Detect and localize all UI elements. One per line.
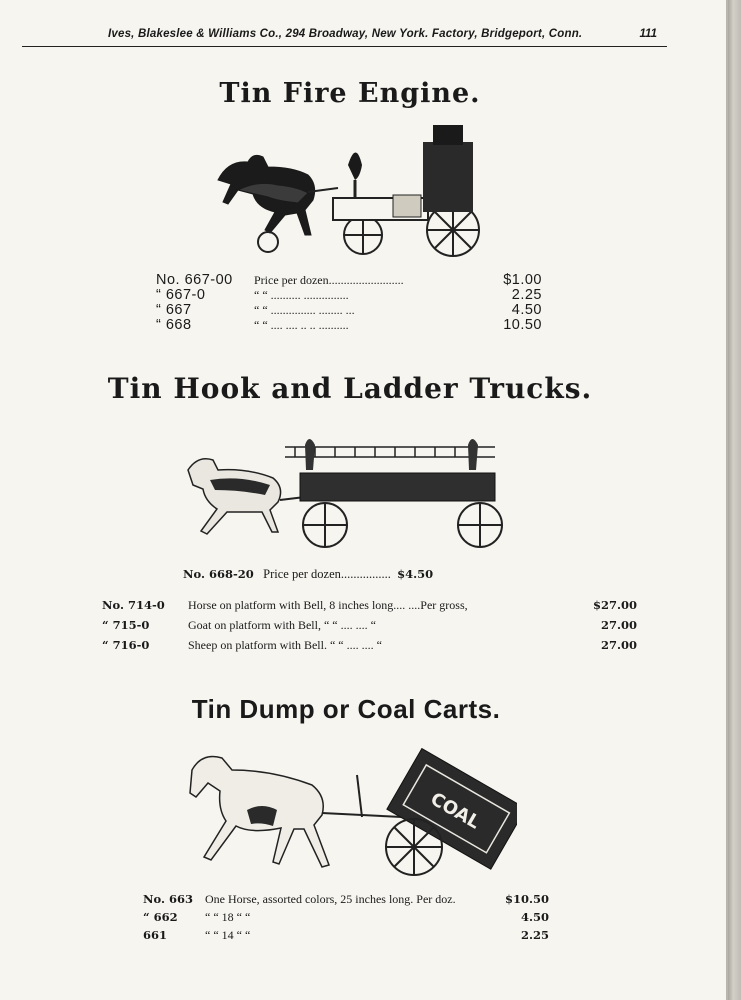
item-number: No. 663 — [143, 892, 193, 906]
item-price: 27.00 — [601, 618, 638, 632]
item-price: $1.00 — [503, 272, 542, 288]
fire-engine-title: Tin Fire Engine. — [219, 78, 481, 109]
item-description: Sheep on platform with Bell. “ “ .... .... “ — [188, 638, 382, 652]
animal-toys-price-table — [102, 595, 637, 655]
ladder-truck-item — [183, 567, 433, 582]
item-number: “ 667-0 — [156, 287, 206, 303]
table-row — [102, 635, 637, 655]
item-description: Horse on platform with Bell, 8 inches long.... ....Per gross, — [188, 598, 468, 612]
table-row — [156, 318, 542, 333]
table-row — [143, 908, 549, 926]
item-number: 661 — [143, 928, 168, 942]
item-description: “ “ 18 “ “ — [205, 910, 251, 924]
table-row — [143, 926, 549, 944]
item-description: “ “ ............... ........ ... — [254, 303, 355, 317]
item-number: “ 662 — [143, 910, 178, 924]
item-price: 2.25 — [511, 287, 542, 303]
item-description: “ “ 14 “ “ — [205, 928, 251, 942]
fire-engine-price-table — [156, 273, 542, 333]
item-description: Price per dozen......................... — [254, 273, 404, 287]
item-number: No. 667-00 — [156, 272, 233, 288]
item-description: “ “ .......... ............... — [254, 288, 349, 302]
item-description: “ “ .... .... .. .. .......... — [254, 318, 349, 332]
table-row — [156, 288, 542, 303]
ladder-truck-illustration — [180, 425, 510, 555]
table-row — [102, 595, 637, 615]
item-price: 10.50 — [503, 317, 542, 333]
ladder-trucks-title: Tin Hook and Ladder Trucks. — [107, 372, 593, 405]
table-row — [156, 303, 542, 318]
table-row — [143, 890, 549, 908]
page-number: 111 — [639, 28, 657, 40]
item-number: No. 714-0 — [102, 598, 165, 612]
item-price: 2.25 — [521, 928, 550, 942]
table-row — [102, 615, 637, 635]
item-price: $27.00 — [593, 598, 638, 612]
item-price: 4.50 — [521, 910, 550, 924]
item-price: 4.50 — [511, 302, 542, 318]
cart-label: COAL — [426, 788, 484, 834]
item-number: No. 668-20 — [183, 567, 254, 581]
coal-cart-illustration — [172, 735, 517, 885]
running-head — [22, 26, 667, 47]
item-number: “ 715-0 — [102, 618, 150, 632]
fire-engine-illustration — [198, 120, 498, 260]
running-head-text: Ives, Blakeslee & Williams Co., 294 Broadway, New York. Factory, Bridgeport, Conn. — [108, 28, 583, 40]
item-description: Price per dozen................ — [263, 567, 391, 581]
item-price: $10.50 — [505, 892, 550, 906]
item-number: “ 668 — [156, 317, 192, 333]
item-number: “ 716-0 — [102, 638, 150, 652]
dump-carts-price-table — [143, 890, 549, 944]
item-description: Goat on platform with Bell, “ “ .... .... “ — [188, 618, 376, 632]
item-price: 27.00 — [601, 638, 638, 652]
book-page-edge — [728, 0, 741, 1000]
item-number: “ 667 — [156, 302, 192, 318]
table-row — [156, 273, 542, 288]
item-description: One Horse, assorted colors, 25 inches long. Per doz. — [205, 892, 456, 906]
dump-carts-title: Tin Dump or Coal Carts. — [191, 694, 501, 724]
item-price: $4.50 — [397, 567, 434, 581]
